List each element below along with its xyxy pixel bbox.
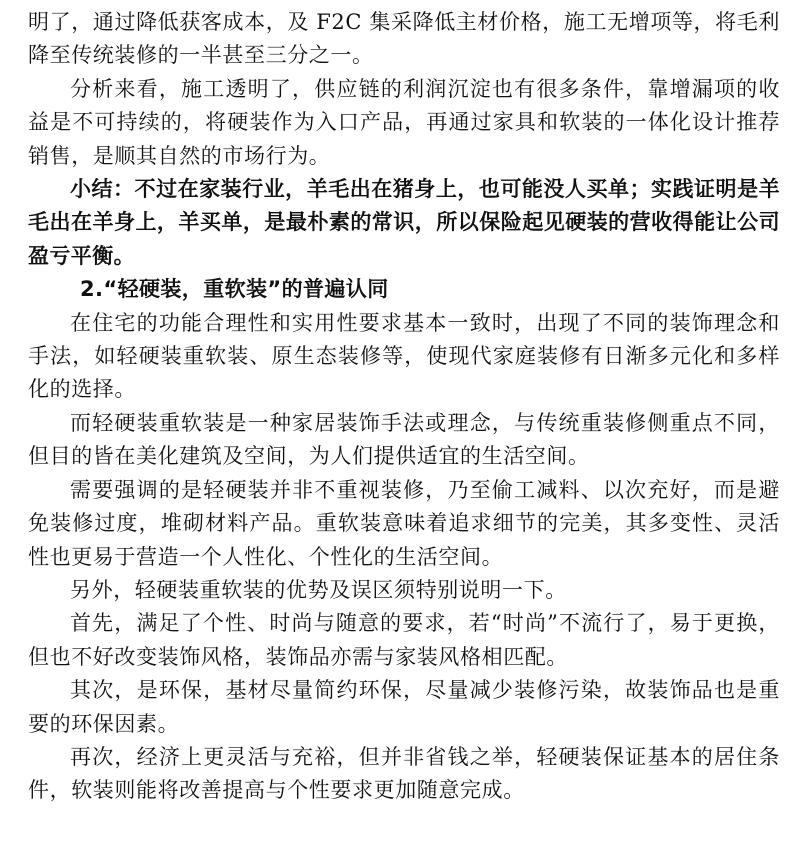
- paragraph-first: 首先，满足了个性、时尚与随意的要求，若“时尚”不流行了，易于更换，但也不好改变装饰风格，装饰品亦需与家装风格相匹配。: [28, 611, 780, 669]
- section-heading: 2.“轻硬装，重软装”的普遍认同: [80, 277, 389, 302]
- paragraph-advantages-intro: 另外，轻硬装重软装的优势及误区须特别说明一下。: [70, 577, 567, 602]
- paragraph-summary: 小结：不过在家装行业，羊毛出在猪身上，也可能没人买单；实践证明是羊毛出在羊身上，羊买单，是最朴素的常识，所以保险起见硬装的营收得能让公司盈亏平衡。: [28, 177, 780, 268]
- paragraph-residential-function: 在住宅的功能合理性和实用性要求基本一致时，出现了不同的装饰理念和手法，如轻硬装重软装、原生态装修等，使现代家庭装修有日渐多元化和多样化的选择。: [28, 310, 780, 402]
- paragraph-decoration-concept: 而轻硬装重软装是一种家居装饰手法或理念，与传统重装修侧重点不同，但目的皆在美化建筑及空间，为人们提供适宜的生活空间。: [28, 410, 780, 469]
- paragraph-third: 再次，经济上更灵活与充裕，但并非省钱之举，轻硬装保证基本的居住条件，软装则能将改善提高与个性要求更加随意完成。: [28, 744, 780, 803]
- paragraph-analysis: 分析来看，施工透明了，供应链的利润沉淀也有很多条件，靠增漏项的收益是不可持续的，将硬装作为入口产品，再通过家具和软装的一体化设计推荐销售，是顺其自然的市场行为。: [28, 76, 780, 168]
- document-page: [28, 6, 780, 808]
- paragraph-continuation-f2c: 明了，通过降低获客成本，及 F2C 集采降低主材价格，施工无增项等，将毛利降至传统装修的一半甚至三分之一。: [28, 10, 780, 68]
- paragraph-second: 其次，是环保，基材尽量简约环保，尽量减少装修污染，故装饰品也是重要的环保因素。: [28, 678, 780, 736]
- paragraph-emphasis: 需要强调的是轻硬装并非不重视装修，乃至偷工减料、以次充好，而是避免装修过度，堆砌材料产品。重软装意味着追求细节的完美，其多变性、灵活性也更易于营造一个人性化、个性化的生活空间。: [28, 477, 780, 569]
